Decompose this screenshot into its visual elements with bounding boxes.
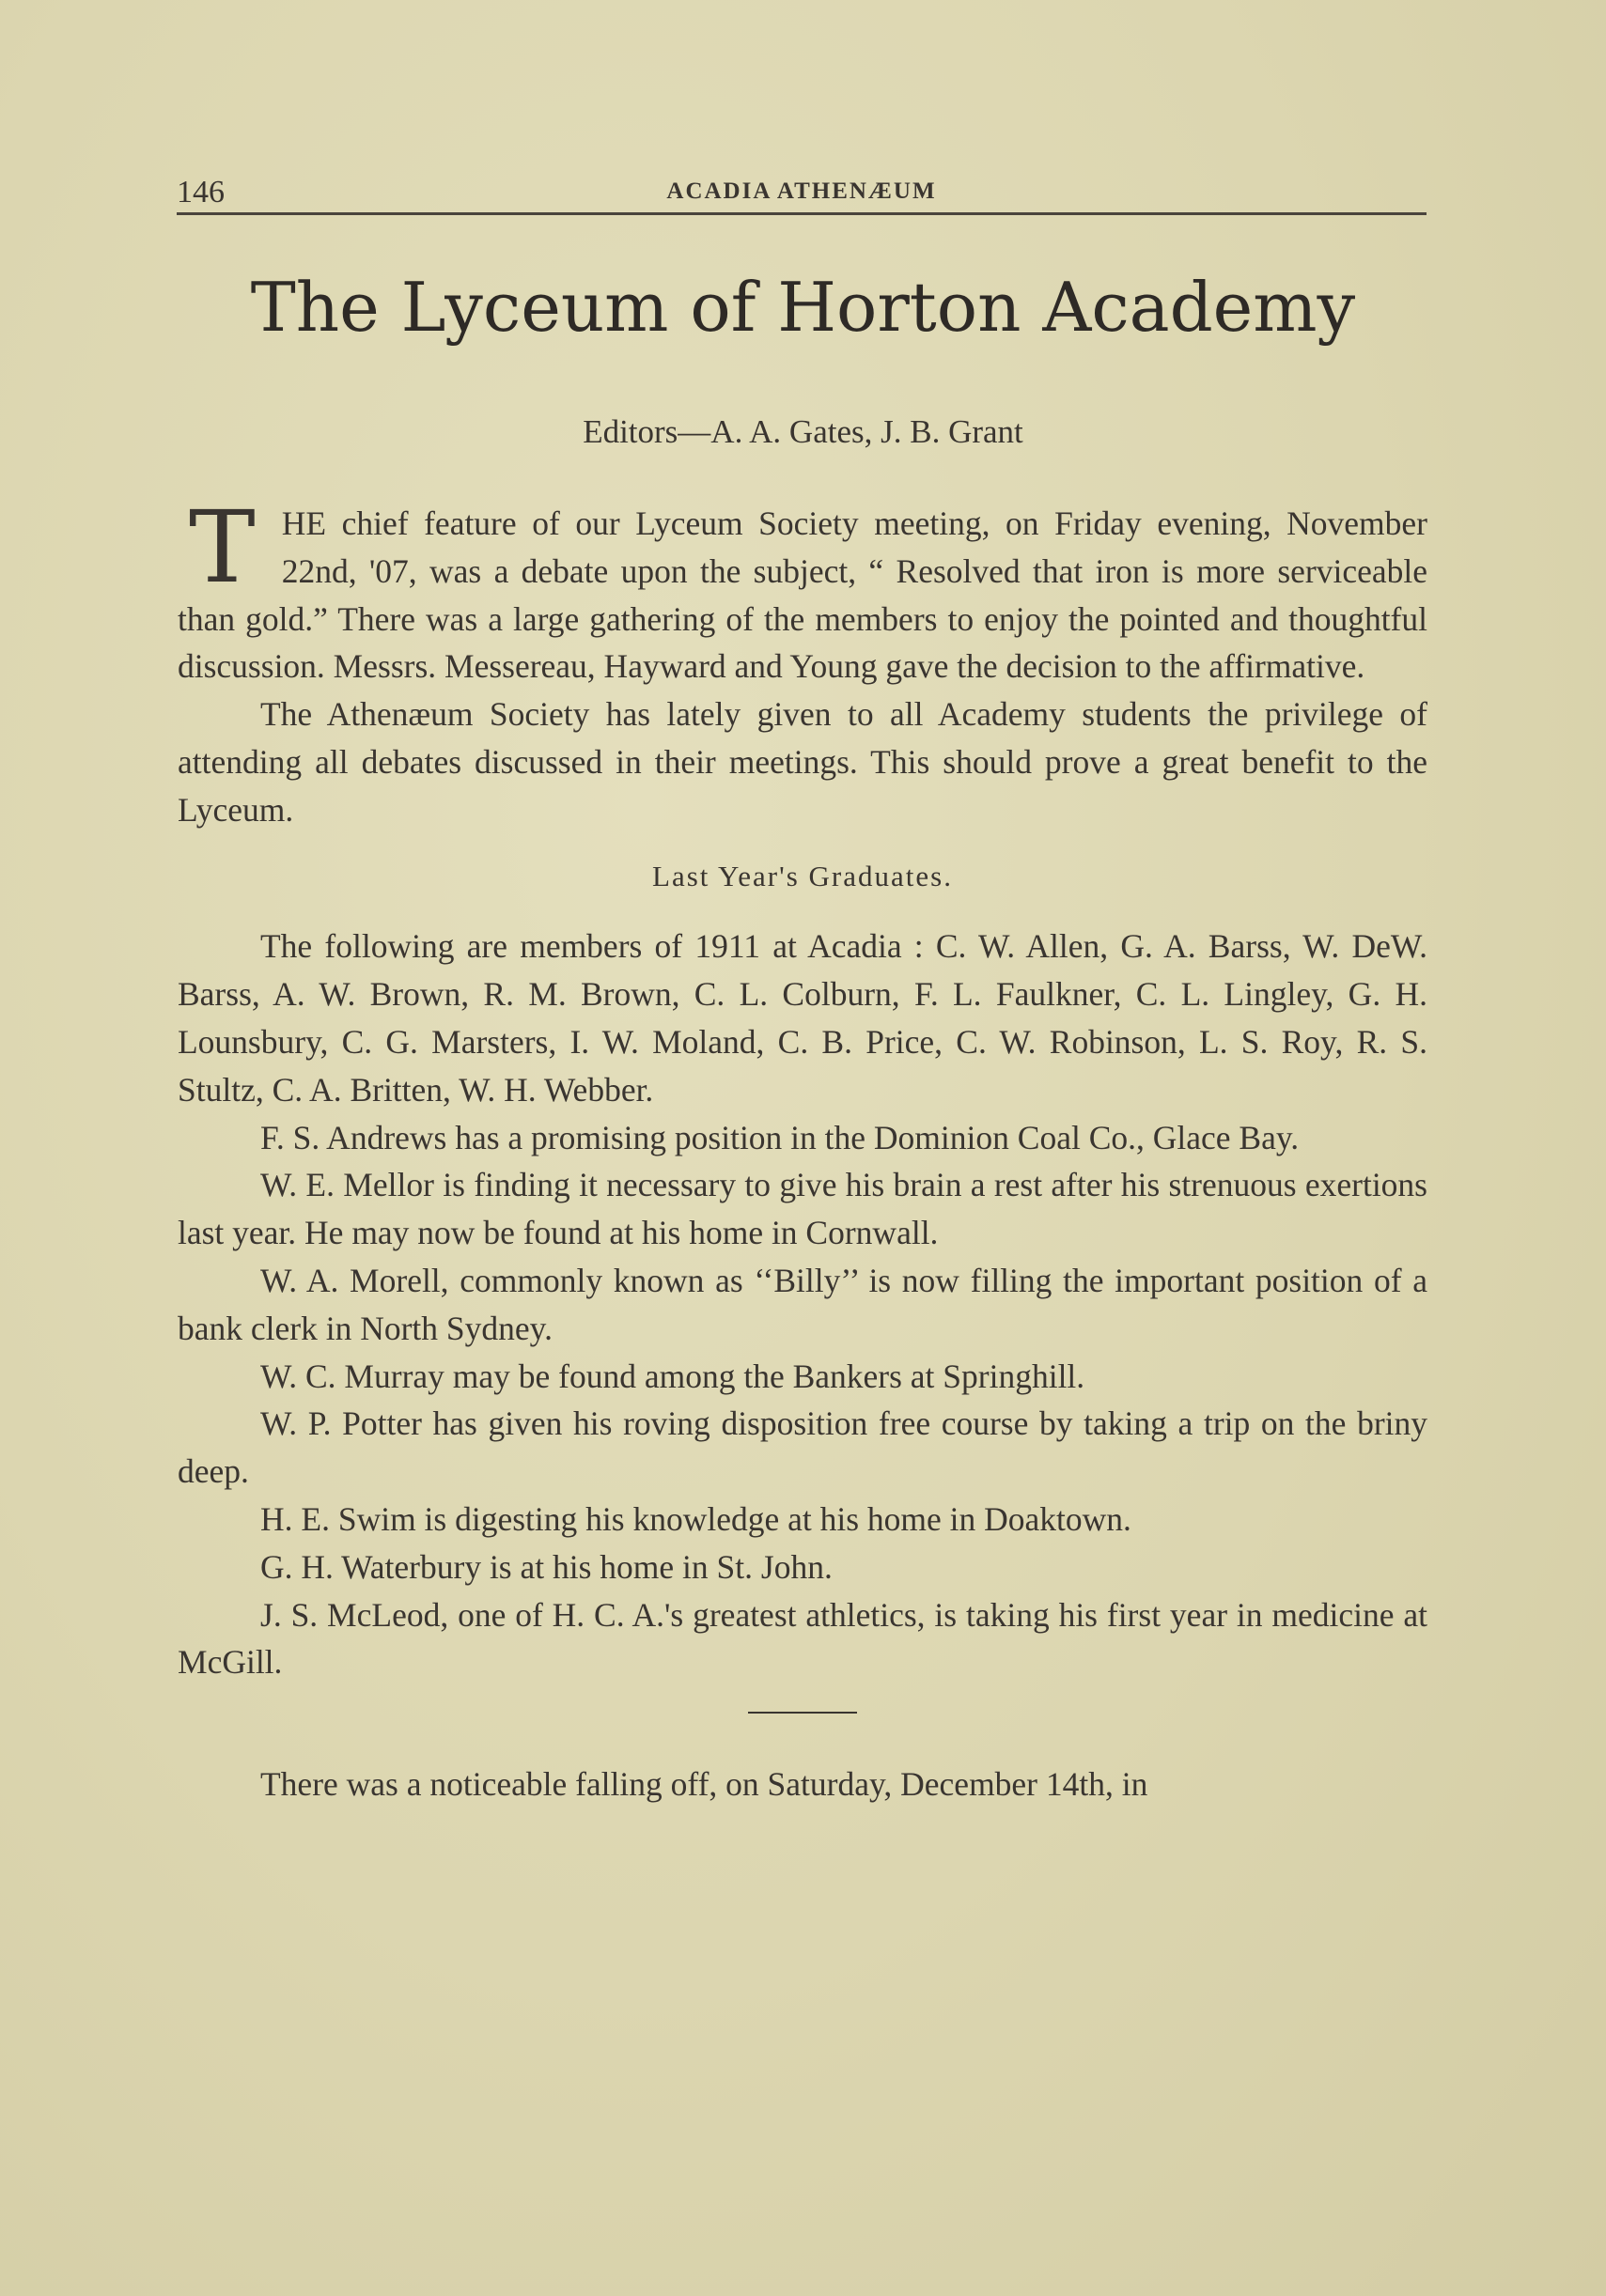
paragraph-mcleod: J. S. McLeod, one of H. C. A.'s greatest athletics, is taking his first year in medicine at McGill. (178, 1595, 1427, 1682)
journal-title: ACADIA ATHENÆUM (666, 178, 937, 204)
paragraph-swim: H. E. Swim is digesting his knowledge at his home in Doaktown. (260, 1499, 1131, 1538)
page-number: 146 (177, 175, 225, 209)
paragraph-mellor: W. E. Mellor is finding it necessary to give his brain a rest after his strenuous exertions last year. He may now be found at his home in Cornwall. (178, 1166, 1427, 1252)
paragraph-athenaeum: The Athenæum Society has lately given to all Academy students the privilege of attending all debates discussed in their meetings. This should prove a great benefit to the Lyceum. (178, 695, 1427, 829)
drop-cap: T (189, 489, 256, 605)
paragraph-intro (178, 489, 1427, 690)
paragraph-december: There was a noticeable falling off, on Saturday, December 14th, in (260, 1765, 1148, 1804)
paragraph-potter: W. P. Potter has given his roving disposition free course by taking a trip on the briny deep. (178, 1404, 1427, 1491)
section-heading: Last Year's Graduates. (652, 859, 953, 892)
section-divider (748, 1712, 857, 1714)
editors-line: Editors—A. A. Gates, J. B. Grant (583, 413, 1023, 450)
paragraph-graduates-list: The following are members of 1911 at Acadia : C. W. Allen, G. A. Barss, W. DeW. Barss, A. W. Brown, R. M. Brown, C. L. Colburn, F. L. Faulkner, C. L. Lingley, G. H. Lounsbury, C. G. Marsters, I. W. Moland, C. B. Price, C. W. Robinson, L. S. Roy, R. S. Stultz, C. A. Britten, W. H. Webber. (178, 927, 1427, 1109)
paragraph-intro-text: HE chief feature of our Lyceum Society meeting, on Friday evening, November 22nd, '07, was a debate upon the subject, “ Resolved that iron is more serviceable than gold.” There was a large gathering of the members to enjoy the pointed and thoughtful discussion. Messrs. Messereau, Hayward and Young gave the decision to the affirmative. (178, 504, 1427, 686)
paragraph-murray: W. C. Murray may be found among the Bankers at Springhill. (260, 1357, 1085, 1395)
paragraph-andrews: F. S. Andrews has a promising position in the Dominion Coal Co., Glace Bay. (260, 1118, 1300, 1156)
article-title: The Lyceum of Horton Academy (250, 268, 1356, 347)
running-head (177, 175, 1427, 215)
paragraph-morell: W. A. Morell, commonly known as ‘‘Billy’’ is now filling the important position of a bank clerk in North Sydney. (178, 1261, 1427, 1347)
article-body (178, 489, 1427, 1808)
paragraph-waterbury: G. H. Waterbury is at his home in St. John. (260, 1547, 833, 1586)
